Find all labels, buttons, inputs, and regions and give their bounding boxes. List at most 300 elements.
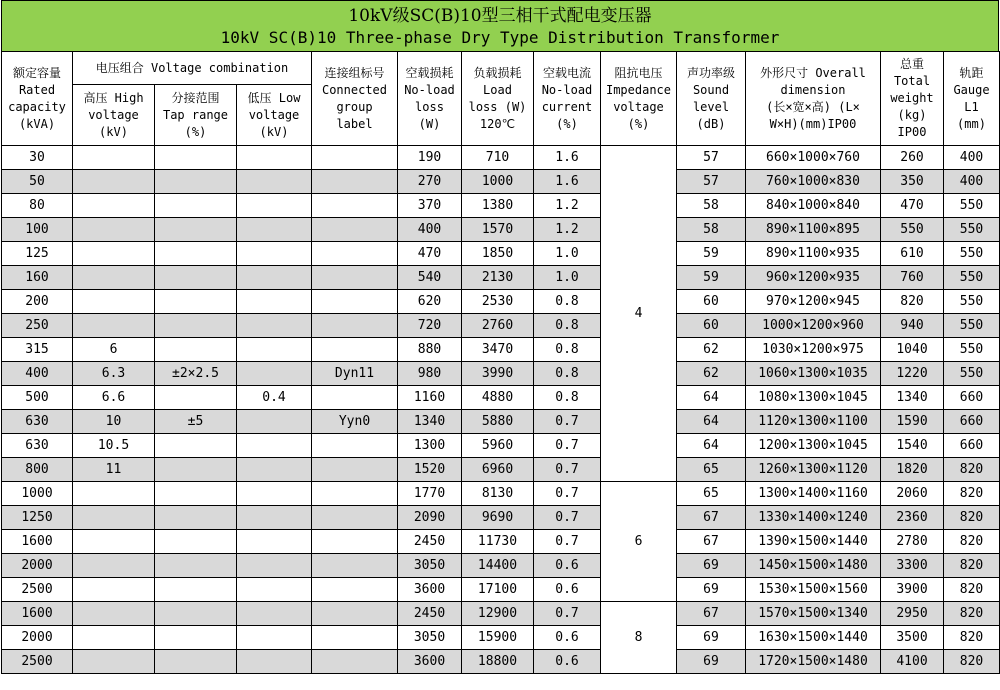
cell-no-load-loss: 2090 <box>398 506 462 530</box>
cell-overall-dimension: 840×1000×840 <box>746 194 881 218</box>
cell-overall-dimension: 660×1000×760 <box>746 146 881 170</box>
cell-gauge: 550 <box>944 194 1000 218</box>
cell-no-load-current: 0.8 <box>534 338 601 362</box>
table-row <box>2 170 1000 194</box>
cell-tap-range: ±5 <box>155 410 237 434</box>
cell-rated-capacity: 500 <box>2 386 73 410</box>
cell-gauge: 820 <box>944 626 1000 650</box>
cell-gauge: 660 <box>944 410 1000 434</box>
cell-connection-group <box>312 194 398 218</box>
cell-low-voltage <box>237 626 312 650</box>
cell-tap-range <box>155 530 237 554</box>
cell-no-load-current: 0.7 <box>534 434 601 458</box>
cell-sound-level: 58 <box>677 194 746 218</box>
cell-rated-capacity: 30 <box>2 146 73 170</box>
cell-low-voltage <box>237 290 312 314</box>
header-load-loss <box>462 52 534 146</box>
cell-no-load-loss: 400 <box>398 218 462 242</box>
cell-sound-level: 69 <box>677 578 746 602</box>
cell-overall-dimension: 1720×1500×1480 <box>746 650 881 674</box>
cell-rated-capacity: 160 <box>2 266 73 290</box>
cell-rated-capacity: 800 <box>2 458 73 482</box>
cell-overall-dimension: 960×1200×935 <box>746 266 881 290</box>
cell-gauge: 400 <box>944 170 1000 194</box>
cell-overall-dimension: 1000×1200×960 <box>746 314 881 338</box>
header-line: loss (W) <box>468 99 527 114</box>
header-high-voltage <box>73 85 155 146</box>
cell-no-load-current: 0.8 <box>534 314 601 338</box>
header-line: Connected <box>321 82 388 97</box>
cell-connection-group <box>312 506 398 530</box>
cell-load-loss: 710 <box>462 146 534 170</box>
cell-load-loss: 12900 <box>462 602 534 626</box>
cell-high-voltage <box>73 194 155 218</box>
table-body <box>2 146 1000 674</box>
cell-low-voltage <box>237 554 312 578</box>
cell-load-loss: 3990 <box>462 362 534 386</box>
cell-sound-level: 59 <box>677 242 746 266</box>
cell-load-loss: 14400 <box>462 554 534 578</box>
cell-no-load-loss: 370 <box>398 194 462 218</box>
table-row <box>2 242 1000 266</box>
cell-connection-group <box>312 626 398 650</box>
cell-overall-dimension: 1390×1500×1440 <box>746 530 881 554</box>
table-row <box>2 458 1000 482</box>
cell-overall-dimension: 1200×1300×1045 <box>746 434 881 458</box>
cell-no-load-loss: 620 <box>398 290 462 314</box>
table-row <box>2 530 1000 554</box>
header-line: 连接组标号 <box>324 65 385 80</box>
cell-high-voltage: 6.3 <box>73 362 155 386</box>
cell-rated-capacity: 1600 <box>2 530 73 554</box>
header-line: (W) <box>418 116 441 131</box>
cell-sound-level: 64 <box>677 410 746 434</box>
cell-total-weight: 820 <box>881 290 944 314</box>
cell-sound-level: 60 <box>677 290 746 314</box>
cell-low-voltage <box>237 362 312 386</box>
cell-total-weight: 610 <box>881 242 944 266</box>
header-line: group <box>336 99 373 114</box>
cell-connection-group <box>312 650 398 674</box>
header-line: 额定容量 <box>12 65 61 80</box>
cell-load-loss: 2530 <box>462 290 534 314</box>
cell-connection-group <box>312 314 398 338</box>
header-line: 分接范围 <box>171 90 220 105</box>
table-row <box>2 218 1000 242</box>
cell-sound-level: 59 <box>677 266 746 290</box>
cell-no-load-current: 0.7 <box>534 410 601 434</box>
cell-high-voltage: 11 <box>73 458 155 482</box>
cell-connection-group <box>312 602 398 626</box>
cell-no-load-current: 1.0 <box>534 266 601 290</box>
cell-total-weight: 2950 <box>881 602 944 626</box>
header-line: (长×宽×高) (L× <box>766 99 860 114</box>
cell-tap-range: ±2×2.5 <box>155 362 237 386</box>
header-gauge <box>944 52 1000 146</box>
header-line: Rated <box>18 82 56 97</box>
cell-no-load-loss: 2450 <box>398 530 462 554</box>
cell-no-load-current: 1.2 <box>534 218 601 242</box>
header-line: (mm) <box>957 116 986 131</box>
cell-no-load-current: 0.7 <box>534 530 601 554</box>
cell-no-load-loss: 1300 <box>398 434 462 458</box>
cell-connection-group <box>312 554 398 578</box>
spec-sheet <box>1 0 999 674</box>
cell-load-loss: 1380 <box>462 194 534 218</box>
cell-load-loss: 1000 <box>462 170 534 194</box>
cell-overall-dimension: 890×1100×935 <box>746 242 881 266</box>
cell-rated-capacity: 1250 <box>2 506 73 530</box>
header-line: 120℃ <box>479 116 516 131</box>
cell-gauge: 820 <box>944 578 1000 602</box>
table-row <box>2 386 1000 410</box>
cell-total-weight: 4100 <box>881 650 944 674</box>
cell-connection-group <box>312 578 398 602</box>
header-low-voltage <box>237 85 312 146</box>
cell-no-load-loss: 720 <box>398 314 462 338</box>
cell-high-voltage <box>73 314 155 338</box>
cell-high-voltage <box>73 218 155 242</box>
cell-load-loss: 5960 <box>462 434 534 458</box>
header-sound-level <box>677 52 746 146</box>
header-line: (%) <box>627 116 650 131</box>
header-line: No-load <box>404 82 455 97</box>
cell-rated-capacity: 2000 <box>2 554 73 578</box>
cell-impedance-voltage: 6 <box>601 482 677 602</box>
table-row <box>2 362 1000 386</box>
cell-load-loss: 4880 <box>462 386 534 410</box>
cell-no-load-current: 0.7 <box>534 458 601 482</box>
cell-high-voltage: 10.5 <box>73 434 155 458</box>
cell-high-voltage <box>73 506 155 530</box>
table-row <box>2 146 1000 170</box>
cell-no-load-loss: 470 <box>398 242 462 266</box>
cell-gauge: 820 <box>944 458 1000 482</box>
header-line: 声功率级 <box>686 65 735 80</box>
header-impedance-voltage <box>601 52 677 146</box>
cell-load-loss: 3470 <box>462 338 534 362</box>
cell-no-load-current: 0.8 <box>534 362 601 386</box>
cell-low-voltage <box>237 650 312 674</box>
cell-sound-level: 67 <box>677 602 746 626</box>
cell-overall-dimension: 970×1200×945 <box>746 290 881 314</box>
header-line: 高压 High <box>83 90 144 105</box>
table-row <box>2 650 1000 674</box>
cell-overall-dimension: 1450×1500×1480 <box>746 554 881 578</box>
cell-sound-level: 57 <box>677 170 746 194</box>
header-line: (%) <box>556 116 578 131</box>
title-english: 10kV SC(B)10 Three-phase Dry Type Distribution Transformer <box>220 28 780 47</box>
cell-load-loss: 8130 <box>462 482 534 506</box>
cell-high-voltage <box>73 578 155 602</box>
cell-rated-capacity: 630 <box>2 410 73 434</box>
cell-low-voltage: 0.4 <box>237 386 312 410</box>
header-line: level <box>692 99 730 114</box>
cell-low-voltage <box>237 602 312 626</box>
cell-rated-capacity: 80 <box>2 194 73 218</box>
table-title <box>1 0 999 52</box>
cell-overall-dimension: 1120×1300×1100 <box>746 410 881 434</box>
cell-no-load-loss: 2450 <box>398 602 462 626</box>
cell-tap-range <box>155 194 237 218</box>
cell-no-load-current: 0.7 <box>534 506 601 530</box>
cell-rated-capacity: 250 <box>2 314 73 338</box>
cell-load-loss: 11730 <box>462 530 534 554</box>
table-row <box>2 338 1000 362</box>
cell-connection-group <box>312 242 398 266</box>
header-line: (%) <box>184 124 207 139</box>
header-line: No-load <box>541 82 593 97</box>
cell-low-voltage <box>237 506 312 530</box>
cell-overall-dimension: 1260×1300×1120 <box>746 458 881 482</box>
header-line: Sound <box>692 82 730 97</box>
cell-high-voltage <box>73 626 155 650</box>
cell-tap-range <box>155 482 237 506</box>
cell-gauge: 400 <box>944 146 1000 170</box>
cell-no-load-current: 0.7 <box>534 482 601 506</box>
cell-tap-range <box>155 434 237 458</box>
cell-low-voltage <box>237 458 312 482</box>
cell-load-loss: 5880 <box>462 410 534 434</box>
cell-overall-dimension: 760×1000×830 <box>746 170 881 194</box>
cell-gauge: 550 <box>944 338 1000 362</box>
cell-tap-range <box>155 242 237 266</box>
cell-no-load-loss: 3600 <box>398 650 462 674</box>
cell-overall-dimension: 1080×1300×1045 <box>746 386 881 410</box>
cell-total-weight: 1340 <box>881 386 944 410</box>
cell-total-weight: 3300 <box>881 554 944 578</box>
header-capacity <box>2 52 73 146</box>
cell-total-weight: 2060 <box>881 482 944 506</box>
cell-overall-dimension: 1300×1400×1160 <box>746 482 881 506</box>
cell-sound-level: 69 <box>677 554 746 578</box>
cell-gauge: 820 <box>944 482 1000 506</box>
cell-high-voltage <box>73 530 155 554</box>
cell-load-loss: 9690 <box>462 506 534 530</box>
cell-impedance-voltage: 8 <box>601 602 677 674</box>
cell-tap-range <box>155 338 237 362</box>
cell-no-load-loss: 880 <box>398 338 462 362</box>
cell-low-voltage <box>237 410 312 434</box>
cell-low-voltage <box>237 482 312 506</box>
cell-gauge: 820 <box>944 554 1000 578</box>
header-line: 负载损耗 <box>473 65 522 80</box>
header-line: voltage <box>613 99 664 114</box>
header-line: Tap range <box>162 107 229 122</box>
cell-low-voltage <box>237 170 312 194</box>
cell-load-loss: 1570 <box>462 218 534 242</box>
header-line: loss <box>415 99 444 114</box>
table-row <box>2 626 1000 650</box>
table-row <box>2 194 1000 218</box>
cell-load-loss: 2130 <box>462 266 534 290</box>
cell-overall-dimension: 1530×1500×1560 <box>746 578 881 602</box>
header-total-weight <box>881 52 944 146</box>
cell-total-weight: 1220 <box>881 362 944 386</box>
table-row <box>2 602 1000 626</box>
cell-gauge: 550 <box>944 242 1000 266</box>
cell-tap-range <box>155 578 237 602</box>
cell-rated-capacity: 50 <box>2 170 73 194</box>
cell-high-voltage <box>73 170 155 194</box>
table-row <box>2 506 1000 530</box>
cell-gauge: 550 <box>944 290 1000 314</box>
header-line: 空载电流 <box>542 65 591 80</box>
cell-gauge: 550 <box>944 266 1000 290</box>
cell-rated-capacity: 1000 <box>2 482 73 506</box>
cell-no-load-current: 0.6 <box>534 554 601 578</box>
cell-load-loss: 6960 <box>462 458 534 482</box>
header-no-load-loss <box>398 52 462 146</box>
cell-overall-dimension: 1630×1500×1440 <box>746 626 881 650</box>
header-line: (kV) <box>99 124 128 139</box>
cell-high-voltage <box>73 290 155 314</box>
cell-high-voltage <box>73 482 155 506</box>
cell-no-load-current: 1.2 <box>534 194 601 218</box>
cell-low-voltage <box>237 242 312 266</box>
transformer-spec-table <box>1 51 1000 674</box>
cell-overall-dimension: 1330×1400×1240 <box>746 506 881 530</box>
cell-connection-group <box>312 266 398 290</box>
cell-overall-dimension: 1570×1500×1340 <box>746 602 881 626</box>
cell-low-voltage <box>237 434 312 458</box>
header-line: Impedance <box>605 82 672 97</box>
table-row <box>2 290 1000 314</box>
cell-no-load-current: 0.6 <box>534 626 601 650</box>
header-line: (dB) <box>696 116 726 131</box>
cell-no-load-loss: 980 <box>398 362 462 386</box>
cell-gauge: 820 <box>944 506 1000 530</box>
cell-overall-dimension: 1030×1200×975 <box>746 338 881 362</box>
cell-tap-range <box>155 554 237 578</box>
cell-connection-group <box>312 530 398 554</box>
header-line: 轨距 <box>959 65 984 80</box>
cell-rated-capacity: 1600 <box>2 602 73 626</box>
cell-sound-level: 57 <box>677 146 746 170</box>
cell-sound-level: 65 <box>677 458 746 482</box>
cell-rated-capacity: 2500 <box>2 650 73 674</box>
header-line: Total <box>893 74 931 88</box>
header-line: dimension <box>780 82 846 97</box>
cell-no-load-current: 1.0 <box>534 242 601 266</box>
cell-low-voltage <box>237 194 312 218</box>
cell-high-voltage <box>73 266 155 290</box>
cell-rated-capacity: 315 <box>2 338 73 362</box>
header-line: weight <box>890 91 934 105</box>
cell-no-load-current: 0.8 <box>534 386 601 410</box>
cell-no-load-current: 1.6 <box>534 170 601 194</box>
cell-tap-range <box>155 266 237 290</box>
cell-sound-level: 65 <box>677 482 746 506</box>
cell-connection-group: Yyn0 <box>312 410 398 434</box>
cell-connection-group <box>312 434 398 458</box>
cell-gauge: 660 <box>944 386 1000 410</box>
cell-sound-level: 67 <box>677 530 746 554</box>
cell-gauge: 550 <box>944 362 1000 386</box>
cell-sound-level: 62 <box>677 362 746 386</box>
cell-no-load-loss: 3600 <box>398 578 462 602</box>
cell-load-loss: 17100 <box>462 578 534 602</box>
header-line: capacity <box>8 99 66 114</box>
cell-total-weight: 1040 <box>881 338 944 362</box>
cell-rated-capacity: 2500 <box>2 578 73 602</box>
cell-total-weight: 1820 <box>881 458 944 482</box>
cell-total-weight: 940 <box>881 314 944 338</box>
cell-high-voltage <box>73 146 155 170</box>
table-row <box>2 554 1000 578</box>
cell-total-weight: 1540 <box>881 434 944 458</box>
cell-total-weight: 3500 <box>881 626 944 650</box>
cell-sound-level: 60 <box>677 314 746 338</box>
cell-connection-group <box>312 482 398 506</box>
header-line: Gauge <box>953 82 990 97</box>
cell-gauge: 660 <box>944 434 1000 458</box>
cell-sound-level: 67 <box>677 506 746 530</box>
table-row <box>2 482 1000 506</box>
cell-rated-capacity: 630 <box>2 434 73 458</box>
cell-rated-capacity: 125 <box>2 242 73 266</box>
cell-low-voltage <box>237 578 312 602</box>
cell-load-loss: 15900 <box>462 626 534 650</box>
cell-no-load-current: 0.6 <box>534 650 601 674</box>
table-row <box>2 314 1000 338</box>
header-line: W×H)(mm)IP00 <box>769 116 857 131</box>
header-line: (kV) <box>259 124 289 139</box>
cell-high-voltage <box>73 650 155 674</box>
header-line: 空载损耗 <box>405 65 454 80</box>
cell-no-load-loss: 3050 <box>398 626 462 650</box>
cell-high-voltage <box>73 554 155 578</box>
cell-no-load-loss: 1770 <box>398 482 462 506</box>
cell-total-weight: 260 <box>881 146 944 170</box>
cell-total-weight: 470 <box>881 194 944 218</box>
header-overall-dimension <box>746 52 881 146</box>
header-line: (kg) <box>897 108 927 122</box>
cell-overall-dimension: 890×1100×895 <box>746 218 881 242</box>
header-line: 外形尺寸 Overall <box>760 65 866 80</box>
cell-connection-group <box>312 170 398 194</box>
cell-no-load-loss: 540 <box>398 266 462 290</box>
cell-connection-group: Dyn11 <box>312 362 398 386</box>
cell-total-weight: 3900 <box>881 578 944 602</box>
header-line: 阻抗电压 <box>614 65 663 80</box>
cell-overall-dimension: 1060×1300×1035 <box>746 362 881 386</box>
header-no-load-current <box>534 52 601 146</box>
cell-rated-capacity: 400 <box>2 362 73 386</box>
header-line: (kVA) <box>18 116 56 131</box>
cell-tap-range <box>155 626 237 650</box>
cell-sound-level: 69 <box>677 650 746 674</box>
cell-low-voltage <box>237 338 312 362</box>
table-row <box>2 434 1000 458</box>
cell-total-weight: 2780 <box>881 530 944 554</box>
cell-no-load-loss: 1160 <box>398 386 462 410</box>
cell-gauge: 820 <box>944 602 1000 626</box>
cell-total-weight: 350 <box>881 170 944 194</box>
cell-rated-capacity: 2000 <box>2 626 73 650</box>
cell-load-loss: 2760 <box>462 314 534 338</box>
cell-connection-group <box>312 218 398 242</box>
cell-sound-level: 58 <box>677 218 746 242</box>
cell-gauge: 550 <box>944 314 1000 338</box>
cell-gauge: 820 <box>944 530 1000 554</box>
cell-rated-capacity: 200 <box>2 290 73 314</box>
cell-connection-group <box>312 290 398 314</box>
cell-high-voltage: 6.6 <box>73 386 155 410</box>
cell-low-voltage <box>237 530 312 554</box>
cell-tap-range <box>155 650 237 674</box>
cell-tap-range <box>155 146 237 170</box>
